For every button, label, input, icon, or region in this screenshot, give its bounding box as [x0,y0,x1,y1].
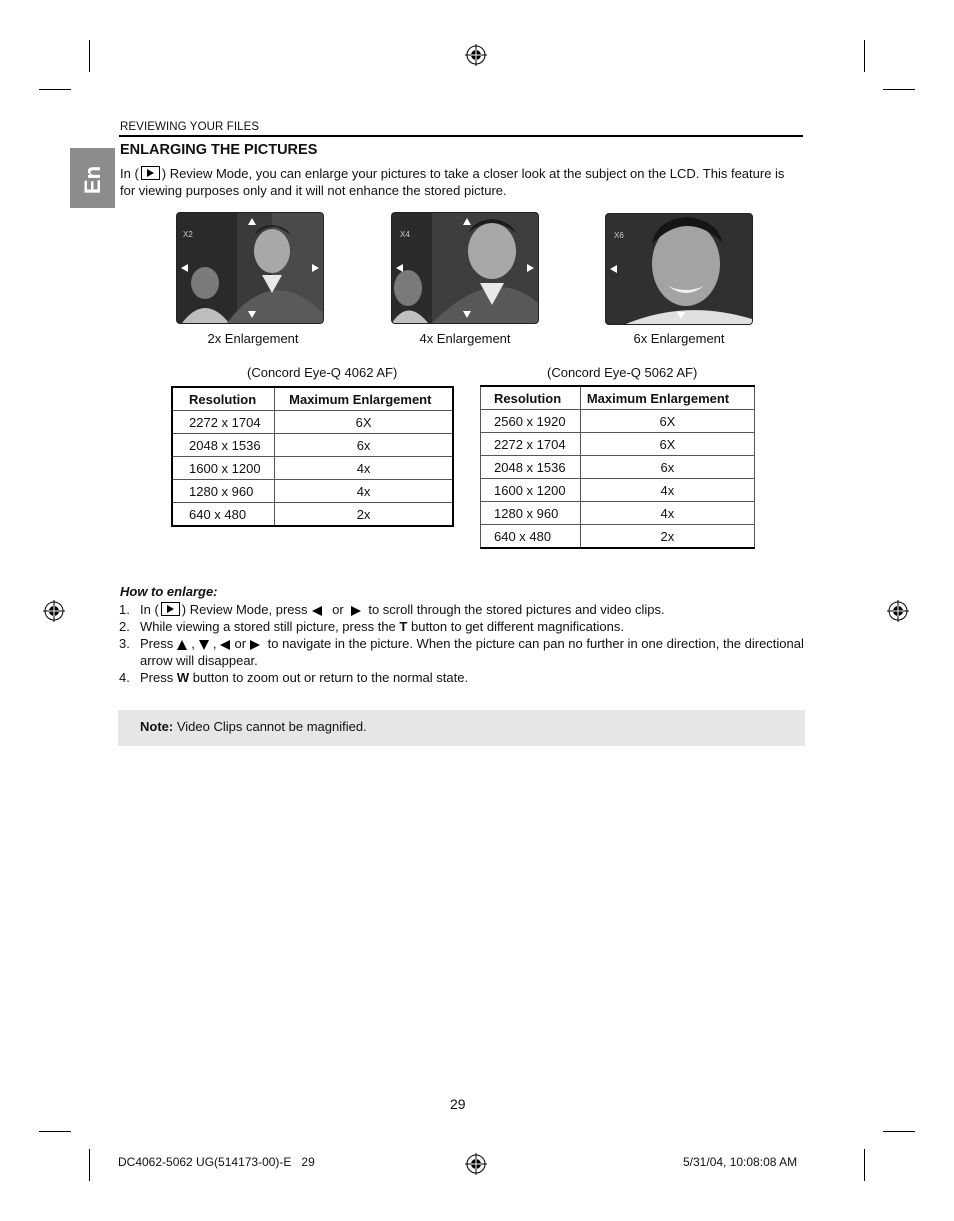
footer-timestamp: 5/31/04, 10:08:08 AM [683,1155,798,1169]
resolution-cell: 1280 x 960 [172,480,275,503]
left-arrow-icon [312,606,322,616]
table-caption-4062: (Concord Eye-Q 4062 AF) [247,365,398,380]
table-row [172,457,453,480]
page-number: 29 [450,1096,466,1112]
down-arrow-icon [199,640,209,650]
separator: , [191,636,195,651]
photo-illustration [177,213,323,323]
resolution-cell: 2048 x 1536 [481,456,581,479]
column-header: Maximum Enlargement [275,387,453,411]
key-label: T [399,619,408,634]
crop-mark [89,1149,90,1181]
enlargement-cell: 6X [580,433,754,456]
up-arrow-icon [177,640,187,650]
step-text: button to get different magnifications. [410,619,624,634]
column-header: Resolution [481,386,581,410]
table-row [172,480,453,503]
photo-illustration [392,213,538,323]
right-arrow-icon [351,606,361,616]
step-text: Press [140,670,174,685]
enlargement-table-4062 [171,386,454,527]
table-row [481,502,755,525]
resolution-cell: 2272 x 1704 [481,433,581,456]
enlargement-thumbnail-6x [605,213,753,325]
table-row [481,479,755,502]
zoom-badge: X6 [614,231,624,240]
note-label: Note: [140,719,174,734]
enlargement-cell: 4x [580,479,754,502]
note-text: Video Clips cannot be magnified. [176,719,367,734]
enlargement-cell: 6x [580,456,754,479]
playback-mode-icon [161,602,180,616]
enlargement-cell: 2x [580,525,754,549]
how-to-title: How to enlarge: [120,584,218,599]
registration-mark-icon [465,44,487,66]
photo-illustration [606,214,752,324]
separator: , [212,636,217,651]
enlargement-cell: 2x [275,503,453,527]
step-text: to scroll through the stored pictures and video clips. [368,602,665,617]
crop-mark [883,89,915,90]
enlargement-cell: 6X [275,411,453,434]
table-header-row [172,387,453,411]
resolution-cell: 1600 x 1200 [481,479,581,502]
enlargement-cell: 6x [275,434,453,457]
thumbnail-caption: 2x Enlargement [207,331,299,346]
table-row [481,433,755,456]
registration-mark-icon [43,600,65,622]
table-row [481,525,755,549]
registration-mark-icon [465,1153,487,1175]
crop-mark [883,1131,915,1132]
step-text: ) Review Mode, press [181,602,308,617]
step-number: 2. [119,619,130,634]
intro-text: In ( [120,166,139,181]
footer-doc-id: DC4062-5062 UG(514173-00)-E 29 [118,1155,315,1169]
step-text: Press [140,636,174,651]
table-header-row [481,386,755,410]
enlargement-cell: 6X [580,410,754,433]
language-tab [70,148,115,208]
header-rule [119,135,803,137]
zoom-badge: X4 [400,230,410,239]
table-row [172,411,453,434]
table-caption-5062: (Concord Eye-Q 5062 AF) [547,365,698,380]
column-header: Resolution [172,387,275,411]
note-box [118,710,805,746]
thumbnail-caption: 4x Enlargement [419,331,511,346]
intro-paragraph [120,165,800,199]
step-text: to navigate in the picture. When the picture can pan no further in one direction, the directional arrow will disappear. [140,636,804,668]
table-row [481,456,755,479]
intro-text: ) Review Mode, you can enlarge your pictures to take a closer look at the subject on the LCD. This feature is for viewing purposes only and it will not enhance the stored picture. [120,166,785,198]
list-item [119,601,809,618]
resolution-cell: 2560 x 1920 [481,410,581,433]
resolution-cell: 640 x 480 [481,525,581,549]
step-text: or [234,636,247,651]
enlargement-thumbnail-2x [176,212,324,324]
section-title: ENLARGING THE PICTURES [120,142,318,158]
table-row [481,410,755,433]
resolution-cell: 1600 x 1200 [172,457,275,480]
resolution-cell: 2272 x 1704 [172,411,275,434]
enlargement-cell: 4x [580,502,754,525]
list-item [119,635,809,669]
step-number: 3. [119,636,130,651]
language-tab-label: En [80,165,105,195]
crop-mark [89,40,90,72]
list-item [119,618,809,635]
key-label: W [176,670,190,685]
step-number: 4. [119,670,130,685]
enlargement-thumbnail-4x [391,212,539,324]
zoom-badge: X2 [183,230,193,239]
table-row [172,434,453,457]
playback-mode-icon [141,166,160,180]
enlargement-table-5062 [480,385,755,549]
registration-mark-icon [887,600,909,622]
crop-mark [39,1131,71,1132]
step-text: In ( [140,602,159,617]
column-header: Maximum Enlargement [580,386,754,410]
how-to-steps [119,601,809,686]
step-text: While viewing a stored still picture, press the [140,619,396,634]
resolution-cell: 640 x 480 [172,503,275,527]
left-arrow-icon [220,640,230,650]
crop-mark [864,1149,865,1181]
step-number: 1. [119,602,130,617]
enlargement-cell: 4x [275,480,453,503]
right-arrow-icon [250,640,260,650]
resolution-cell: 2048 x 1536 [172,434,275,457]
table-row [172,503,453,527]
enlargement-cell: 4x [275,457,453,480]
list-item [119,669,809,686]
step-text: button to zoom out or return to the normal state. [192,670,469,685]
crop-mark [39,89,71,90]
step-text: or [332,602,344,617]
thumbnail-caption: 6x Enlargement [633,331,725,346]
resolution-cell: 1280 x 960 [481,502,581,525]
section-header-label: REVIEWING YOUR FILES [120,121,260,133]
crop-mark [864,40,865,72]
